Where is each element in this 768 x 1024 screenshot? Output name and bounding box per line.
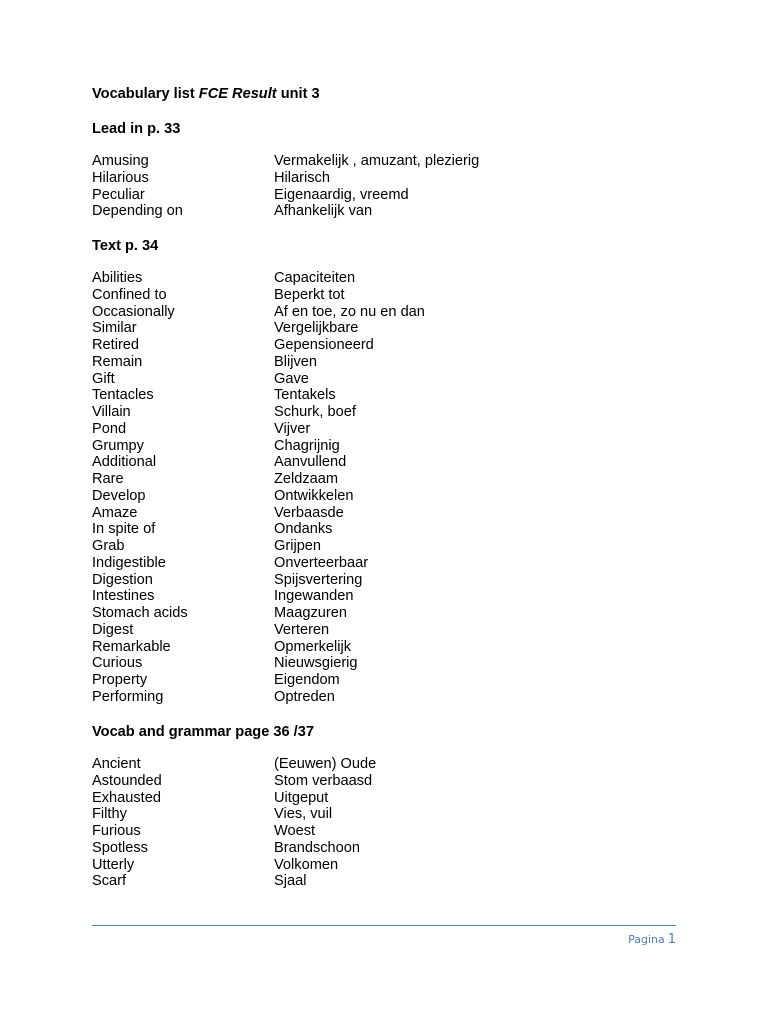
vocab-entry — [92, 672, 692, 689]
vocab-entry — [92, 840, 692, 857]
vocab-entry — [92, 421, 692, 438]
english-term: Property — [92, 672, 148, 688]
vocab-entry — [92, 572, 692, 589]
dutch-translation: Stom verbaasd — [274, 772, 373, 789]
english-term: Remarkable — [92, 638, 171, 655]
vocab-entry — [92, 337, 692, 354]
vocab-entry — [92, 806, 692, 823]
vocab-entry — [92, 873, 692, 890]
vocab-entry — [92, 505, 692, 522]
english-term: Abilities — [92, 270, 143, 286]
dutch-translation: (Eeuwen) Oude — [274, 756, 377, 772]
vocab-entry — [92, 756, 692, 773]
english-term: Occasionally — [92, 303, 175, 320]
english-term: Performing — [92, 688, 164, 705]
section-vocab-grammar — [92, 723, 692, 890]
vocab-entry — [92, 438, 692, 455]
vocab-entry — [92, 354, 692, 371]
english-term: Tentacles — [92, 387, 154, 404]
english-term: Gift — [92, 370, 115, 387]
vocab-entry — [92, 304, 692, 321]
dutch-translation: Schurk, boef — [274, 404, 356, 420]
english-term: Amaze — [92, 504, 138, 521]
english-term: Villain — [92, 404, 131, 420]
english-term: Hilarious — [92, 169, 149, 186]
dutch-translation: Vies, vuil — [274, 806, 333, 823]
english-term: Depending on — [92, 203, 183, 220]
vocab-entry — [92, 773, 692, 790]
section-lead-in — [92, 120, 692, 220]
dutch-translation: Eigendom — [274, 672, 340, 688]
english-term: Peculiar — [92, 186, 145, 203]
dutch-translation: Ontwikkelen — [274, 487, 354, 504]
english-term: Furious — [92, 823, 141, 839]
dutch-translation: Verbaasde — [274, 504, 344, 521]
section-heading: Vocab and grammar page 36 /37 — [92, 724, 314, 740]
english-term: Amusing — [92, 153, 149, 169]
vocab-entry — [92, 471, 692, 488]
vocab-entry — [92, 404, 692, 421]
vocab-entry — [92, 555, 692, 572]
english-term: Exhausted — [92, 789, 161, 806]
english-term: Grab — [92, 538, 125, 554]
english-term: Digest — [92, 621, 134, 638]
vocab-entry — [92, 538, 692, 555]
dutch-translation: Aanvullend — [274, 454, 347, 471]
dutch-translation: Volkomen — [274, 856, 339, 873]
dutch-translation: Beperkt tot — [274, 286, 345, 303]
english-term: Indigestible — [92, 554, 166, 571]
vocab-entry — [92, 588, 692, 605]
dutch-translation: Gepensioneerd — [274, 337, 374, 353]
dutch-translation: Ondanks — [274, 521, 333, 538]
section-heading: Text p. 34 — [92, 238, 159, 254]
vocab-entry — [92, 454, 692, 471]
page-footer — [628, 928, 676, 947]
dutch-translation: Nieuwsgierig — [274, 655, 358, 672]
dutch-translation: Chagrijnig — [274, 437, 340, 454]
title-suffix: unit 3 — [280, 86, 320, 102]
vocab-entry — [92, 270, 692, 287]
section-heading: Lead in p. 33 — [92, 121, 181, 137]
dutch-translation: Af en toe, zo nu en dan — [274, 303, 425, 320]
english-term: Grumpy — [92, 437, 144, 454]
english-term: Intestines — [92, 588, 155, 605]
dutch-translation: Uitgeput — [274, 789, 329, 806]
english-term: Ancient — [92, 756, 141, 772]
title-prefix: Vocabulary list — [92, 86, 195, 102]
english-term: Filthy — [92, 806, 127, 823]
vocab-entry — [92, 203, 692, 220]
english-term: Remain — [92, 353, 143, 370]
page-label: Pagina — [628, 933, 665, 946]
dutch-translation: Blijven — [274, 353, 317, 370]
english-term: Rare — [92, 471, 124, 487]
vocab-entry — [92, 857, 692, 874]
dutch-translation: Sjaal — [274, 873, 307, 890]
english-term: Similar — [92, 320, 137, 337]
dutch-translation: Grijpen — [274, 538, 322, 554]
dutch-translation: Brandschoon — [274, 839, 361, 856]
dutch-translation: Vijver — [274, 420, 311, 437]
dutch-translation: Optreden — [274, 688, 335, 705]
vocab-entry — [92, 605, 692, 622]
english-term: In spite of — [92, 521, 156, 538]
dutch-translation: Onverteerbaar — [274, 554, 369, 571]
footer-divider — [92, 925, 676, 926]
vocab-list — [92, 270, 692, 706]
english-term: Retired — [92, 337, 140, 353]
english-term: Additional — [92, 454, 157, 471]
vocab-list — [92, 756, 692, 890]
english-term: Utterly — [92, 856, 135, 873]
dutch-translation: Afhankelijk van — [274, 203, 373, 220]
document-title — [92, 85, 320, 103]
dutch-translation: Ingewanden — [274, 588, 354, 605]
vocab-list — [92, 153, 692, 220]
vocab-entry — [92, 320, 692, 337]
english-term: Develop — [92, 487, 146, 504]
page-number: 1 — [667, 932, 676, 947]
english-term: Stomach acids — [92, 605, 188, 621]
vocab-entry — [92, 790, 692, 807]
english-term: Scarf — [92, 873, 127, 890]
dutch-translation: Gave — [274, 370, 309, 387]
dutch-translation: Maagzuren — [274, 605, 348, 621]
dutch-translation: Capaciteiten — [274, 270, 356, 286]
vocab-entry — [92, 371, 692, 388]
dutch-translation: Zeldzaam — [274, 471, 339, 487]
english-term: Digestion — [92, 571, 153, 588]
vocab-entry — [92, 521, 692, 538]
english-term: Confined to — [92, 286, 167, 303]
dutch-translation: Vermakelijk , amuzant, plezierig — [274, 153, 480, 169]
vocab-entry — [92, 187, 692, 204]
english-term: Spotless — [92, 839, 148, 856]
english-term: Pond — [92, 420, 127, 437]
dutch-translation: Woest — [274, 823, 316, 839]
vocab-entry — [92, 622, 692, 639]
dutch-translation: Hilarisch — [274, 169, 330, 186]
dutch-translation: Tentakels — [274, 387, 336, 404]
vocab-entry — [92, 689, 692, 706]
vocab-entry — [92, 387, 692, 404]
dutch-translation: Spijsvertering — [274, 571, 363, 588]
vocab-entry — [92, 488, 692, 505]
title-book-name: FCE Result — [198, 86, 277, 102]
dutch-translation: Vergelijkbare — [274, 320, 359, 337]
section-text — [92, 237, 692, 706]
dutch-translation: Verteren — [274, 621, 330, 638]
dutch-translation: Opmerkelijk — [274, 638, 352, 655]
vocab-entry — [92, 170, 692, 187]
vocab-entry — [92, 823, 692, 840]
vocab-entry — [92, 655, 692, 672]
vocab-entry — [92, 287, 692, 304]
vocab-entry — [92, 153, 692, 170]
dutch-translation: Eigenaardig, vreemd — [274, 186, 409, 203]
vocab-entry — [92, 639, 692, 656]
english-term: Astounded — [92, 772, 162, 789]
english-term: Curious — [92, 655, 143, 672]
